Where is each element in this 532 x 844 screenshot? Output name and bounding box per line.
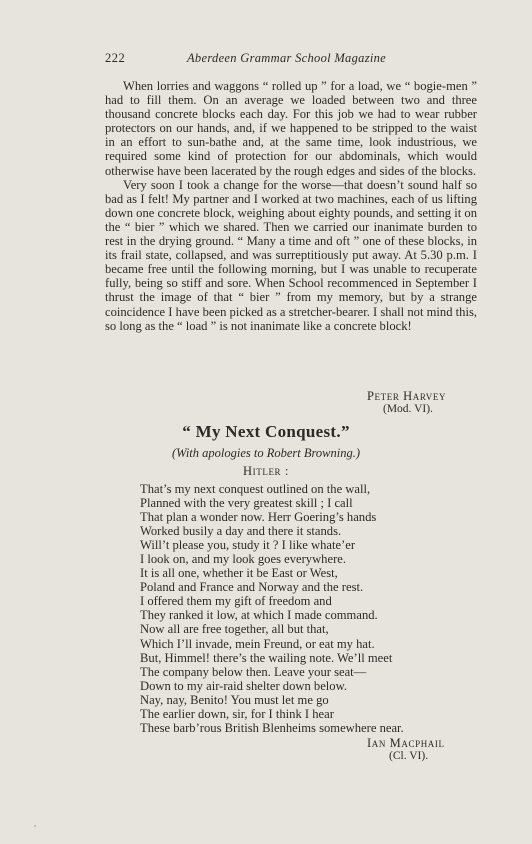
poem-author: Ian Macphail	[367, 736, 445, 750]
poem-line: Poland and France and Norway and the rest.	[140, 580, 364, 595]
poem-line: Which I’ll invade, mein Freund, or eat my hat.	[140, 636, 375, 651]
poem-body	[140, 482, 480, 735]
poem-line: But, Himmel! there’s the wailing note. We’ll meet	[140, 650, 393, 665]
poem-line: That plan a wonder now. Herr Goering’s hands	[140, 510, 377, 525]
article-author: Peter Harvey	[367, 389, 447, 403]
poem-line: I look on, and my look goes everywhere.	[140, 552, 346, 567]
running-title: Aberdeen Grammar School Magazine	[187, 51, 387, 65]
page-header	[105, 51, 445, 67]
poem-line: They ranked it low, at which I made command.	[140, 608, 378, 623]
poem-author-class: (Cl. VI).	[389, 750, 429, 762]
poem-line: Worked busily a day and there it stands.	[140, 524, 342, 539]
article-paragraph: Very soon I took a change for the worse—that doesn’t sound half so bad as I felt! My partner and I worked at two machines, each of us lifting down one concrete block, weighing about eighty pounds, and setting it on the “ bier ” which we shared. Then we carried our inanimate burden to rest in the drying ground. “ Many a time and oft ” one of these blocks, in its frail state, collapsed, and was surreptitiously put away. At 5.30 p.m. I became free until the following morning, but I was unable to recuperate fully, being so stiff and sore. When School recommenced in September I thrust the image of that “ bier ” from my memory, but by a strange coincidence I have been picked as a stretcher-bearer. I shall not mind this, so long as the “ load ” is not inanimate like a concrete block!	[105, 177, 477, 333]
poem-line: Nay, nay, Benito! You must let me go	[140, 692, 329, 707]
page-number: 222	[105, 51, 126, 65]
poem-line: Now all are free together, all but that,	[140, 622, 329, 637]
article-author-class: (Mod. VI).	[383, 403, 433, 415]
paper-speck	[34, 825, 36, 827]
poem-line: These barb’rous British Blenheims somewhere near.	[140, 720, 404, 735]
poem-line: That’s my next conquest outlined on the wall,	[140, 482, 371, 496]
poem-line: Will’t please you, study it ? I like whate’er	[140, 538, 356, 553]
poem-line: The company below then. Leave your seat—	[140, 664, 367, 679]
poem-line: The earlier down, sir, for I think I hear	[140, 706, 334, 721]
poem-speaker: Hitler :	[243, 464, 289, 478]
article-paragraph: When lorries and waggons “ rolled up ” for a load, we “ bogie-men ” had to fill them. On an average we loaded between two and three thousand concrete blocks each day. For this job we had to wear rubber protectors on our hands, and, if we happened to be stripped to the waist in an effort to sun-bathe and, at the same time, look industrious, we required some kind of protection for our abdominals, which would otherwise have been lacerated by the rough edges and sides of the blocks.	[105, 79, 477, 178]
poem-line: I offered them my gift of freedom and	[140, 594, 332, 609]
poem-line: Down to my air-raid shelter down below.	[140, 678, 348, 693]
article-body	[105, 79, 477, 333]
poem-subtitle: (With apologies to Robert Browning.)	[171, 446, 361, 460]
poem-line: Planned with the very greatest skill ; I call	[140, 496, 353, 511]
poem-title: “ My Next Conquest.”	[182, 422, 350, 441]
poem-line: It is all one, whether it be East or West,	[140, 566, 338, 581]
